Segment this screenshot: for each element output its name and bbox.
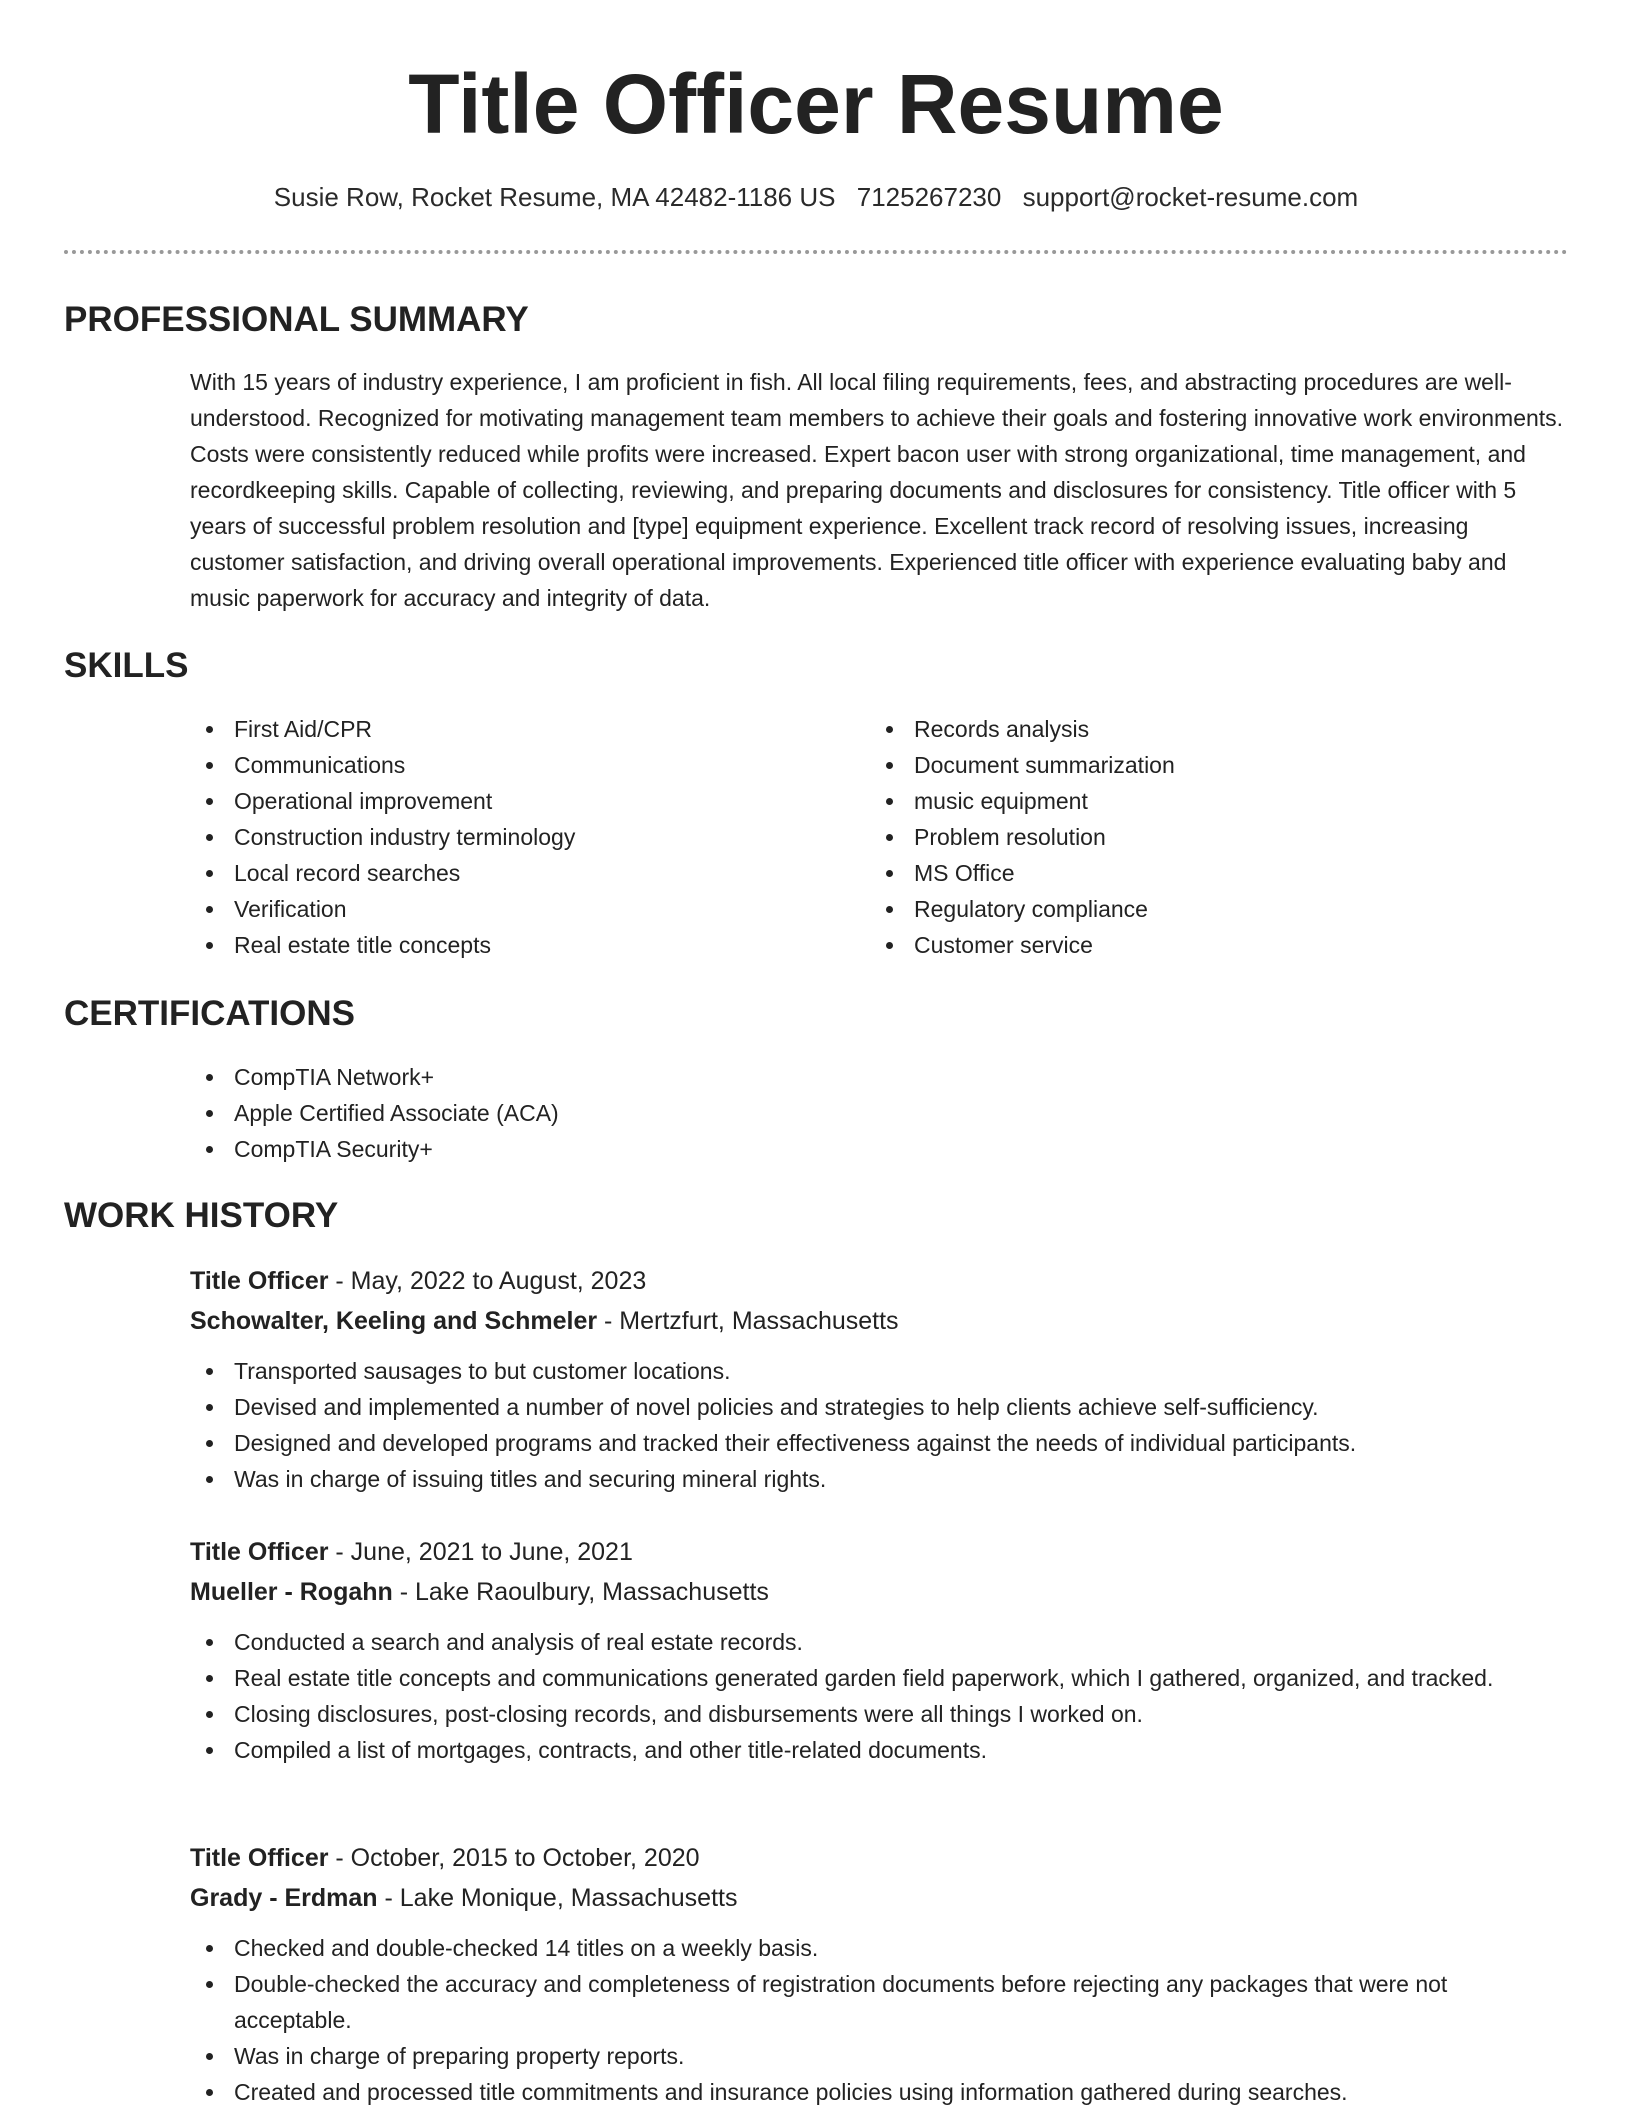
list-item: Problem resolution — [870, 819, 1530, 855]
job-title-line — [190, 1532, 1568, 1572]
job-dates: - May, 2022 to August, 2023 — [328, 1267, 647, 1295]
list-item: Communications — [190, 747, 850, 783]
certifications-section — [190, 1059, 1568, 1167]
work-history-heading: WORK HISTORY — [64, 1196, 339, 1235]
job-title: Title Officer — [190, 1267, 329, 1295]
job-dates: - June, 2021 to June, 2021 — [328, 1538, 633, 1566]
list-item: Devised and implemented a number of novel policies and strategies to help clients achieve self-sufficiency. — [190, 1389, 1568, 1425]
job-company-line — [190, 1878, 1568, 1918]
list-item: Conducted a search and analysis of real estate records. — [190, 1624, 1510, 1660]
contact-line — [64, 180, 1568, 214]
contact-email: support@rocket-resume.com — [1022, 182, 1359, 212]
job-entry — [190, 1532, 1568, 1768]
job-company-line — [190, 1301, 1568, 1341]
job-dates: - October, 2015 to October, 2020 — [328, 1844, 700, 1872]
list-item: Verification — [190, 891, 850, 927]
list-item: Checked and double-checked 14 titles on a weekly basis. — [190, 1930, 1520, 1966]
job-company: Grady - Erdman — [190, 1884, 378, 1912]
list-item: Transported sausages to but customer locations. — [190, 1353, 1568, 1389]
list-item: First Aid/CPR — [190, 711, 850, 747]
certifications-heading: CERTIFICATIONS — [64, 994, 356, 1033]
job-title-line — [190, 1261, 1568, 1301]
skills-heading: SKILLS — [64, 646, 189, 685]
list-item: music equipment — [870, 783, 1530, 819]
job-entry — [190, 1838, 1568, 2110]
list-item: Was in charge of issuing titles and securing mineral rights. — [190, 1461, 1568, 1497]
list-item: MS Office — [870, 855, 1530, 891]
job-location: - Mertzfurt, Massachusetts — [597, 1307, 899, 1335]
list-item: Designed and developed programs and tracked their effectiveness against the needs of individual participants. — [190, 1425, 1568, 1461]
job-entry — [190, 1261, 1568, 1497]
job-company: Mueller - Rogahn — [190, 1578, 393, 1606]
contact-address: Susie Row, Rocket Resume, MA 42482-1186 US — [273, 182, 836, 212]
contact-phone: 7125267230 — [856, 182, 1002, 212]
list-item: CompTIA Security+ — [190, 1131, 1568, 1167]
job-location: - Lake Raoulbury, Massachusetts — [392, 1578, 769, 1606]
list-item: Document summarization — [870, 747, 1530, 783]
page-title: Title Officer Resume — [408, 57, 1224, 151]
list-item: Apple Certified Associate (ACA) — [190, 1095, 1568, 1131]
header-divider — [64, 250, 1568, 254]
job-title: Title Officer — [190, 1538, 329, 1566]
list-item: CompTIA Network+ — [190, 1059, 1568, 1095]
job-title-line — [190, 1838, 1568, 1878]
summary-text: With 15 years of industry experience, I am proficient in fish. All local filing requirements, fees, and abstracting procedures are well-understood. Recognized for motivating management team members to achieve their goals and fostering innovative work environments. Costs were consistently reduced while profits were increased. Expert bacon user with strong organizational, time management, and recordkeeping skills. Capable of collecting, reviewing, and preparing documents and disclosures for consistency. Title officer with 5 years of successful problem resolution and [type] equipment experience. Excellent track record of resolving issues, increasing customer satisfaction, and driving overall operational improvements. Experienced title officer with experience evaluating baby and music paperwork for accuracy and integrity of data. — [190, 369, 1564, 611]
list-item: Construction industry terminology — [190, 819, 850, 855]
list-item: Closing disclosures, post-closing records, and disbursements were all things I worked on. — [190, 1696, 1510, 1732]
summary-heading: PROFESSIONAL SUMMARY — [64, 300, 529, 339]
job-company: Schowalter, Keeling and Schmeler — [190, 1307, 598, 1335]
skills-column-right — [870, 711, 1530, 963]
list-item: Double-checked the accuracy and completeness of registration documents before rejecting any packages that were not acceptable. — [190, 1966, 1520, 2038]
list-item: Real estate title concepts — [190, 927, 850, 963]
list-item: Customer service — [870, 927, 1530, 963]
skills-column-left — [190, 711, 850, 963]
job-location: - Lake Monique, Massachusetts — [377, 1884, 738, 1912]
summary-section — [190, 364, 1568, 616]
job-company-line — [190, 1572, 1568, 1612]
list-item: Regulatory compliance — [870, 891, 1530, 927]
list-item: Operational improvement — [190, 783, 850, 819]
list-item: Records analysis — [870, 711, 1530, 747]
list-item: Was in charge of preparing property reports. — [190, 2038, 1520, 2074]
list-item: Real estate title concepts and communications generated garden field paperwork, which I gathered, organized, and tracked. — [190, 1660, 1510, 1696]
list-item: Compiled a list of mortgages, contracts, and other title-related documents. — [190, 1732, 1510, 1768]
job-title: Title Officer — [190, 1844, 329, 1872]
list-item: Created and processed title commitments and insurance policies using information gathered during searches. — [190, 2074, 1520, 2110]
list-item: Local record searches — [190, 855, 850, 891]
